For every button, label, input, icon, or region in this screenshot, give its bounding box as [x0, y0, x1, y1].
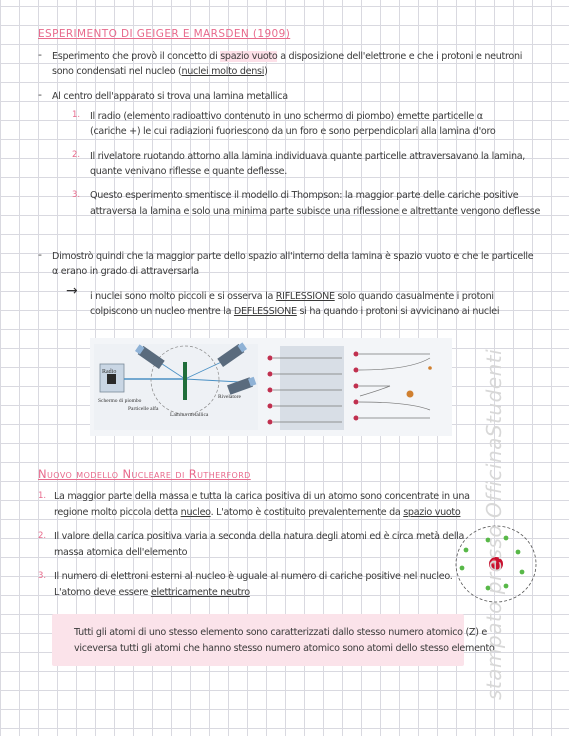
- label-radio: Radio: [102, 369, 117, 375]
- item3-line2: attraversa la lamina e solo una minima parte subisce una riflessione e altrettante vengono deflesse: [90, 206, 541, 217]
- arrow-icon: →: [66, 283, 78, 299]
- r-item3-line1: Il numero di elettroni esterni al nucleo è uguale al numero di cariche positive nel nucleo.: [54, 571, 453, 582]
- bullet1-line1: Esperimento che provò il concetto di spazio vuoto a disposizione dell'elettrone e che i protoni e neutroni: [52, 51, 523, 62]
- r-item1-line1: La maggior parte della massa e tutta la carica positiva di un atomo sono concentrate in una: [54, 491, 470, 502]
- experiment-diagram: [90, 338, 452, 436]
- watermark: stampato presso OfficinaStudenti: [482, 348, 506, 700]
- radio-source: [107, 374, 116, 384]
- foil-closeup: [280, 346, 344, 430]
- bullet-dash: -: [38, 48, 42, 61]
- item1-line1: Il radio (elemento radioattivo contenuto in uno schermo di piombo) emette particelle α: [90, 111, 483, 122]
- section-title-rutherford: Nuovo modello Nucleare di Rutherford: [38, 467, 251, 481]
- bullet3-line2: α erano in grado di attraversarla: [52, 266, 199, 277]
- r-item1-line2: regione molto piccola detta nucleo. L'atomo è costituito prevalentemente da spazio vuoto: [54, 507, 461, 518]
- list-number: 2.: [38, 531, 47, 541]
- experiment-figure: [90, 338, 452, 436]
- label-lamina: Lamina metallica: [170, 412, 209, 418]
- item2-line1: Il rivelatore ruotando attorno alla lamina individuava quante particelle attraversavano la lamina,: [90, 151, 526, 162]
- list-number: 3.: [38, 571, 47, 581]
- item2-line2: quante venivano riflesse e quante deflesse.: [90, 166, 288, 177]
- section-title-geiger-marsden: ESPERIMENTO DI GEIGER E MARSDEN (1909): [38, 28, 291, 40]
- bullet-dash: -: [38, 248, 42, 261]
- r-item2-line2: massa atomica dell'elemento: [54, 547, 188, 558]
- box-line1: Tutti gli atomi di uno stesso elemento sono caratterizzati dallo stesso numero atomico (Z) e: [74, 627, 487, 638]
- item3-line1: Questo esperimento smentisce il modello di Thompson: la maggior parte delle cariche positive: [90, 190, 519, 201]
- label-rivelatore: Rivelatore: [218, 394, 241, 400]
- arrow-line2: colpiscono un nucleo mentre la DEFLESSIONE si ha quando i protoni si avvicinano ai nuclei: [90, 306, 500, 317]
- bullet1-line2: sono condensati nel nucleo (nuclei molto densi): [52, 66, 268, 77]
- r-item2-line1: Il valore della carica positiva varia a seconda della natura degli atomi ed è circa metà della: [54, 531, 465, 542]
- r-item3-line2: L'atomo deve essere elettricamente neutro: [54, 587, 250, 598]
- item1-line2: (cariche +) le cui radiazioni fuoriescono da un foro e sono perpendicolari alla lamina d'oro: [90, 126, 496, 137]
- arrow-line1: i nuclei sono molto piccoli e si osserva la RIFLESSIONE solo quando casualmente i protoni: [90, 291, 494, 302]
- list-number: 3.: [72, 190, 81, 200]
- nucleus-dot: [407, 391, 414, 398]
- label-schermo: Schermo di piombo: [98, 398, 142, 404]
- list-number: 2.: [72, 150, 81, 160]
- bullet-dash: -: [38, 88, 42, 101]
- list-number: 1.: [38, 491, 47, 501]
- label-particelle: Particelle alfa: [128, 406, 159, 412]
- bullet2-text: Al centro dell'apparato si trova una lamina metallica: [52, 91, 288, 102]
- box-line2: viceversa tutti gli atomi che hanno stesso numero atomico sono atomi dello stesso elemento: [74, 643, 495, 654]
- list-number: 1.: [72, 110, 81, 120]
- bullet3-line1: Dimostrò quindi che la maggior parte dello spazio all'interno della lamina è spazio vuoto e che le particelle: [52, 251, 534, 262]
- metal-foil: [183, 362, 187, 400]
- highlight-spazio-vuoto: spazio vuoto: [220, 51, 278, 62]
